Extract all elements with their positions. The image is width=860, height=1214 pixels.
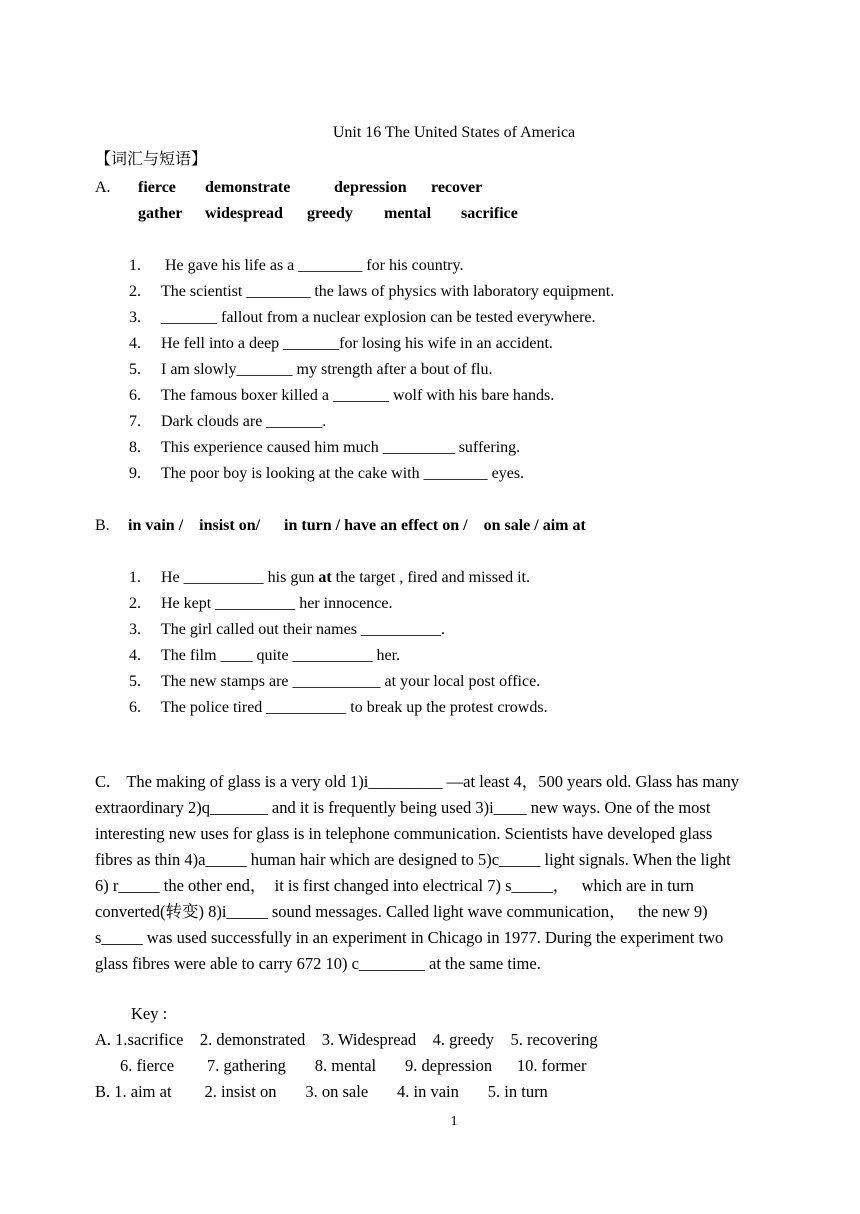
paragraph-line: fibres as thin 4)a_____ human hair which are designed to 5)c_____ light signals. When the light [95,850,731,869]
part-b-item: 5. The new stamps are ___________ at your local post office. [129,673,541,690]
part-b-phrases: in vain / insist on/ in turn / have an effect on / on sale / aim at [128,517,586,534]
answer-blank[interactable]: _______ [236,361,293,378]
word-recover: recover [431,179,483,196]
answer-blank[interactable]: _______ [266,413,323,430]
answer-blank[interactable]: ___________ [292,673,381,690]
part-a-item: 6. The famous boxer killed a _______ wolf with his bare hands. [129,387,555,404]
word-depression: depression [334,179,407,196]
part-b-item: 4. The film ____ quite __________ her. [129,647,401,664]
answer-blank[interactable]: ____ [220,647,253,664]
answer-blank[interactable]: ________ [246,283,311,300]
answer-blank[interactable]: ________ [423,465,488,482]
paragraph-line: 6) r_____ the other end， it is first changed into electrical 7) s_____， which are in turn [95,876,694,895]
key-part-b-line: B. 1. aim at 2. insist on 3. on sale 4. in vain 5. in turn [95,1082,548,1101]
key-label: Key : [131,1004,168,1023]
part-c-paragraph [95,769,820,977]
paragraph-line: s_____ was used successfully in an experiment in Chicago in 1977. During the experiment two [95,928,724,947]
part-a-item: 1. He gave his life as a ________ for his country. [129,257,464,274]
word-demonstrate: demonstrate [205,179,291,196]
part-a-item: 7. Dark clouds are _______. [129,413,327,430]
answer-blank[interactable]: __________ [266,699,347,716]
word-greedy: greedy [307,205,353,222]
paragraph-line: converted(转变) 8)i_____ sound messages. Called light wave communication， the new 9) [95,902,708,921]
answer-blank[interactable]: _______ [283,335,340,352]
word-widespread: widespread [205,205,283,222]
part-b-label: B. [95,517,110,534]
page-number: 1 [450,1114,458,1129]
word-fierce: fierce [138,179,176,196]
part-a-item: 5. I am slowly_______ my strength after a bout of flu. [129,361,493,378]
answer-blank[interactable]: ________ [298,257,363,274]
answer-blank[interactable]: _________ [382,439,455,456]
part-a-item: 2. The scientist ________ the laws of physics with laboratory equipment. [129,283,615,300]
part-b-item: 2. He kept __________ her innocence. [129,595,393,612]
part-b-item: 1. He __________ his gun at the target , fired and missed it. [129,569,530,586]
part-a-item: 3. _______ fallout from a nuclear explosion can be tested everywhere. [129,309,596,326]
word-mental: mental [384,205,432,222]
answer-blank[interactable]: __________ [360,621,441,638]
word-gather: gather [138,205,183,222]
paragraph-line: interesting new uses for glass is in telephone communication. Scientists have developed glass [95,824,713,843]
part-a-item: 4. He fell into a deep _______for losing his wife in an accident. [129,335,553,352]
part-a-label: A. [95,179,111,196]
answer-blank[interactable]: __________ [215,595,296,612]
key-part-a-line2: 6. fierce 7. gathering 8. mental 9. depression 10. former [120,1056,587,1075]
answer-blank[interactable]: __________ [183,569,264,586]
paragraph-line: extraordinary 2)q_______ and it is frequently being used 3)i____ new ways. One of the most [95,798,711,817]
part-b-item: 3. The girl called out their names __________. [129,621,445,638]
page-title: Unit 16 The United States of America [332,124,576,141]
answer-blank[interactable]: __________ [292,647,373,664]
paragraph-line: C. The making of glass is a very old 1)i_________ —at least 4，500 years old. Glass has many [95,772,740,791]
section-heading: 【词汇与短语】 [95,151,208,168]
part-b-item: 6. The police tired __________ to break up the protest crowds. [129,699,548,716]
key-part-a-line1: A. 1.sacrifice 2. demonstrated 3. Widespread 4. greedy 5. recovering [95,1030,598,1049]
answer-blank[interactable]: _______ [161,309,217,326]
paragraph-line: glass fibres were able to carry 672 10) c________ at the same time. [95,954,541,973]
answer-blank[interactable]: _______ [332,387,389,404]
word-sacrifice: sacrifice [461,205,518,222]
part-a-item: 9. The poor boy is looking at the cake with ________ eyes. [129,465,525,482]
part-a-item: 8. This experience caused him much _________ suffering. [129,439,521,456]
